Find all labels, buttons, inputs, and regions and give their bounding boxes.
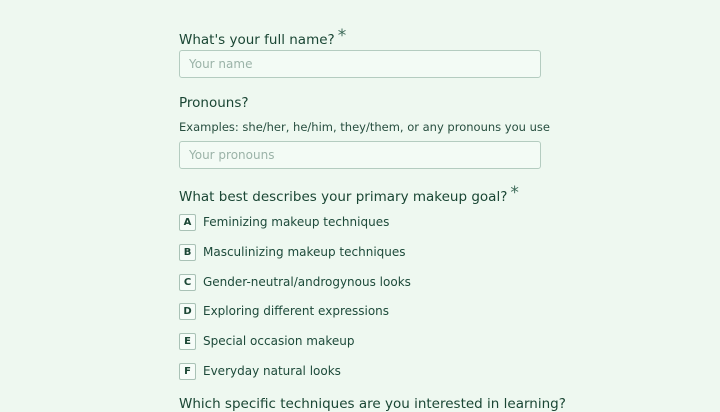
option-key-badge: F bbox=[179, 363, 196, 380]
option-label: Exploring different expressions bbox=[203, 304, 390, 318]
techniques-question-label: Which specific techniques are you interested in learning? bbox=[179, 396, 566, 412]
option-key-badge: D bbox=[179, 303, 196, 320]
name-input[interactable] bbox=[179, 50, 541, 78]
goal-option-d[interactable] bbox=[179, 301, 389, 321]
option-label: Gender-neutral/androgynous looks bbox=[203, 275, 411, 289]
pronouns-question-label: Pronouns? bbox=[179, 95, 249, 111]
name-question-text: What's your full name? bbox=[179, 32, 335, 48]
goal-question-text: What best describes your primary makeup goal? bbox=[179, 189, 508, 205]
option-key-badge: B bbox=[179, 244, 196, 261]
goal-question-label bbox=[179, 183, 519, 206]
name-question-label bbox=[179, 26, 347, 49]
option-key-badge: E bbox=[179, 333, 196, 350]
option-label: Masculinizing makeup techniques bbox=[203, 245, 406, 259]
option-label: Everyday natural looks bbox=[203, 364, 341, 378]
option-key-badge: C bbox=[179, 274, 196, 291]
goal-option-f[interactable] bbox=[179, 361, 341, 381]
goal-option-b[interactable] bbox=[179, 242, 406, 262]
required-asterisk: * bbox=[510, 183, 519, 203]
pronouns-helper-text: Examples: she/her, he/him, they/them, or any pronouns you use bbox=[179, 120, 550, 134]
goal-option-a[interactable] bbox=[179, 212, 389, 232]
goal-option-c[interactable] bbox=[179, 272, 411, 292]
required-asterisk: * bbox=[337, 26, 347, 46]
option-label: Feminizing makeup techniques bbox=[203, 215, 390, 229]
option-label: Special occasion makeup bbox=[203, 334, 355, 348]
pronouns-input[interactable] bbox=[179, 141, 541, 169]
goal-option-e[interactable] bbox=[179, 331, 354, 351]
option-key-badge: A bbox=[179, 214, 196, 231]
